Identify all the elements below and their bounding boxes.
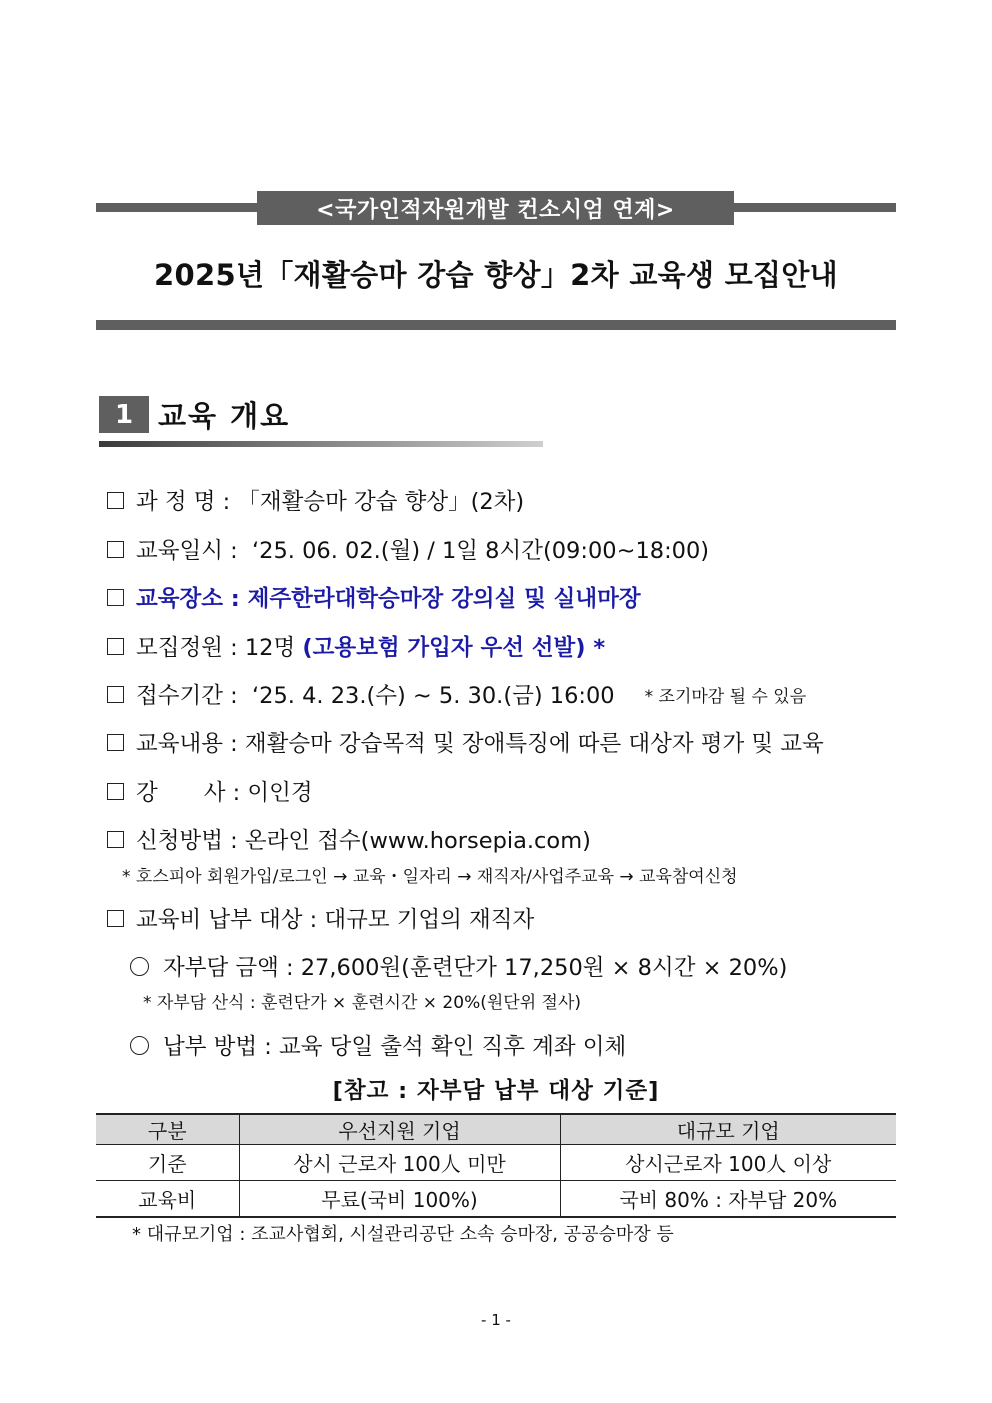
item-apply [107, 823, 591, 855]
section-underline [99, 441, 543, 447]
table-cell: 국비 80% : 자부담 20% [560, 1181, 896, 1218]
item-period [107, 678, 806, 710]
checkbox-square-icon [107, 910, 124, 927]
fee-method-value: 교육 당일 출석 확인 직후 계좌 이체 [278, 1034, 627, 1060]
reference-note: * 대규모기업 : 조교사협회, 시설관리공단 소속 승마장, 공공승마장 등 [132, 1224, 674, 1245]
checkbox-square-icon [107, 589, 124, 606]
header-bottom-bar [96, 320, 896, 330]
table-header-cell: 대규모 기업 [560, 1114, 896, 1145]
fee-method [130, 1029, 626, 1061]
table-header-cell: 우선지원 기업 [239, 1114, 560, 1145]
item-value: ‘25. 06. 02.(월) / 1일 8시간(09:00~18:00) [252, 538, 710, 564]
item-value: 재활승마 강습목적 및 장애특징에 따른 대상자 평가 및 교육 [244, 731, 824, 757]
circle-bullet-icon [130, 957, 149, 976]
item-value: 이인경 [247, 780, 313, 806]
item-course [107, 484, 524, 516]
item-content [107, 726, 824, 758]
table-cell: 교육비 [96, 1181, 239, 1218]
item-note: * 조기마감 될 수 있음 [644, 686, 807, 707]
table-header-cell: 구분 [96, 1114, 239, 1145]
item-capacity [107, 630, 605, 662]
item-label-a: 강 [136, 780, 158, 806]
page-title: 2025년「재활승마 강습 향상」2차 교육생 모집안내 [154, 258, 838, 292]
circle-bullet-icon [130, 1036, 149, 1055]
fee-amount [130, 950, 787, 982]
fee-amount-value: 27,600원(훈련단가 17,250원 × 8시간 × 20%) [300, 955, 788, 981]
item-value: 제주한라대학승마장 강의실 및 실내마장 [247, 586, 641, 612]
header-top-bar-left [96, 203, 257, 212]
table-row [96, 1145, 896, 1181]
table-cell: 무료(국비 100%) [239, 1181, 560, 1218]
fee-amount-label: 자부담 금액 : [163, 955, 294, 981]
header-subtitle: <국가인적자원개발 컨소시엄 연계> [257, 191, 734, 225]
checkbox-square-icon [107, 686, 124, 703]
fee-formula-note: * 자부담 산식 : 훈련단가 × 훈련시간 × 20%(원단위 절사) [143, 993, 581, 1013]
item-highlight: (고용보험 가입자 우선 선발) * [302, 635, 606, 661]
table-row [96, 1181, 896, 1218]
checkbox-square-icon [107, 541, 124, 558]
item-label: 교육내용 : [136, 731, 238, 757]
item-label: 교육비 납부 대상 : [136, 907, 318, 933]
item-value: 「재활승마 강습 향상」(2차) [237, 489, 525, 515]
checkbox-square-icon [107, 783, 124, 800]
item-value: ‘25. 4. 23.(수) ~ 5. 30.(금) 16:00 [252, 683, 615, 709]
checkbox-square-icon [107, 638, 124, 655]
item-place [107, 581, 641, 613]
reference-title: [참고 : 자부담 납부 대상 기준] [332, 1078, 660, 1104]
table-cell: 상시 근로자 100人 미만 [239, 1145, 560, 1181]
item-value: 온라인 접수(www.horsepia.com) [244, 828, 591, 854]
item-label: 교육장소 : [136, 586, 240, 612]
item-label-b: 사 : [203, 780, 241, 806]
item-instructor [107, 775, 313, 807]
table-header-row [96, 1114, 896, 1145]
section-number: 1 [99, 396, 149, 433]
item-label: 신청방법 : [136, 828, 238, 854]
item-value: 대규모 기업의 재직자 [324, 907, 535, 933]
item-fee [107, 902, 534, 934]
fee-method-label: 납부 방법 : [163, 1034, 272, 1060]
checkbox-square-icon [107, 831, 124, 848]
item-label: 과 정 명 : [136, 489, 231, 515]
checkbox-square-icon [107, 734, 124, 751]
table-cell: 기준 [96, 1145, 239, 1181]
table-cell: 상시근로자 100人 이상 [560, 1145, 896, 1181]
item-datetime [107, 533, 709, 565]
item-label: 접수기간 : [136, 683, 238, 709]
item-label: 모집정원 : [136, 635, 238, 661]
page-number: - 1 - [481, 1311, 511, 1329]
item-value: 12명 [244, 635, 296, 661]
header-top-bar-right [734, 203, 896, 212]
checkbox-square-icon [107, 492, 124, 509]
apply-note: * 호스피아 회원가입/로그인 → 교육・일자리 → 재직자/사업주교육 → 교육참여신청 [122, 867, 738, 887]
section-title: 교육 개요 [158, 399, 291, 433]
reference-table [96, 1113, 896, 1218]
item-label: 교육일시 : [136, 538, 238, 564]
